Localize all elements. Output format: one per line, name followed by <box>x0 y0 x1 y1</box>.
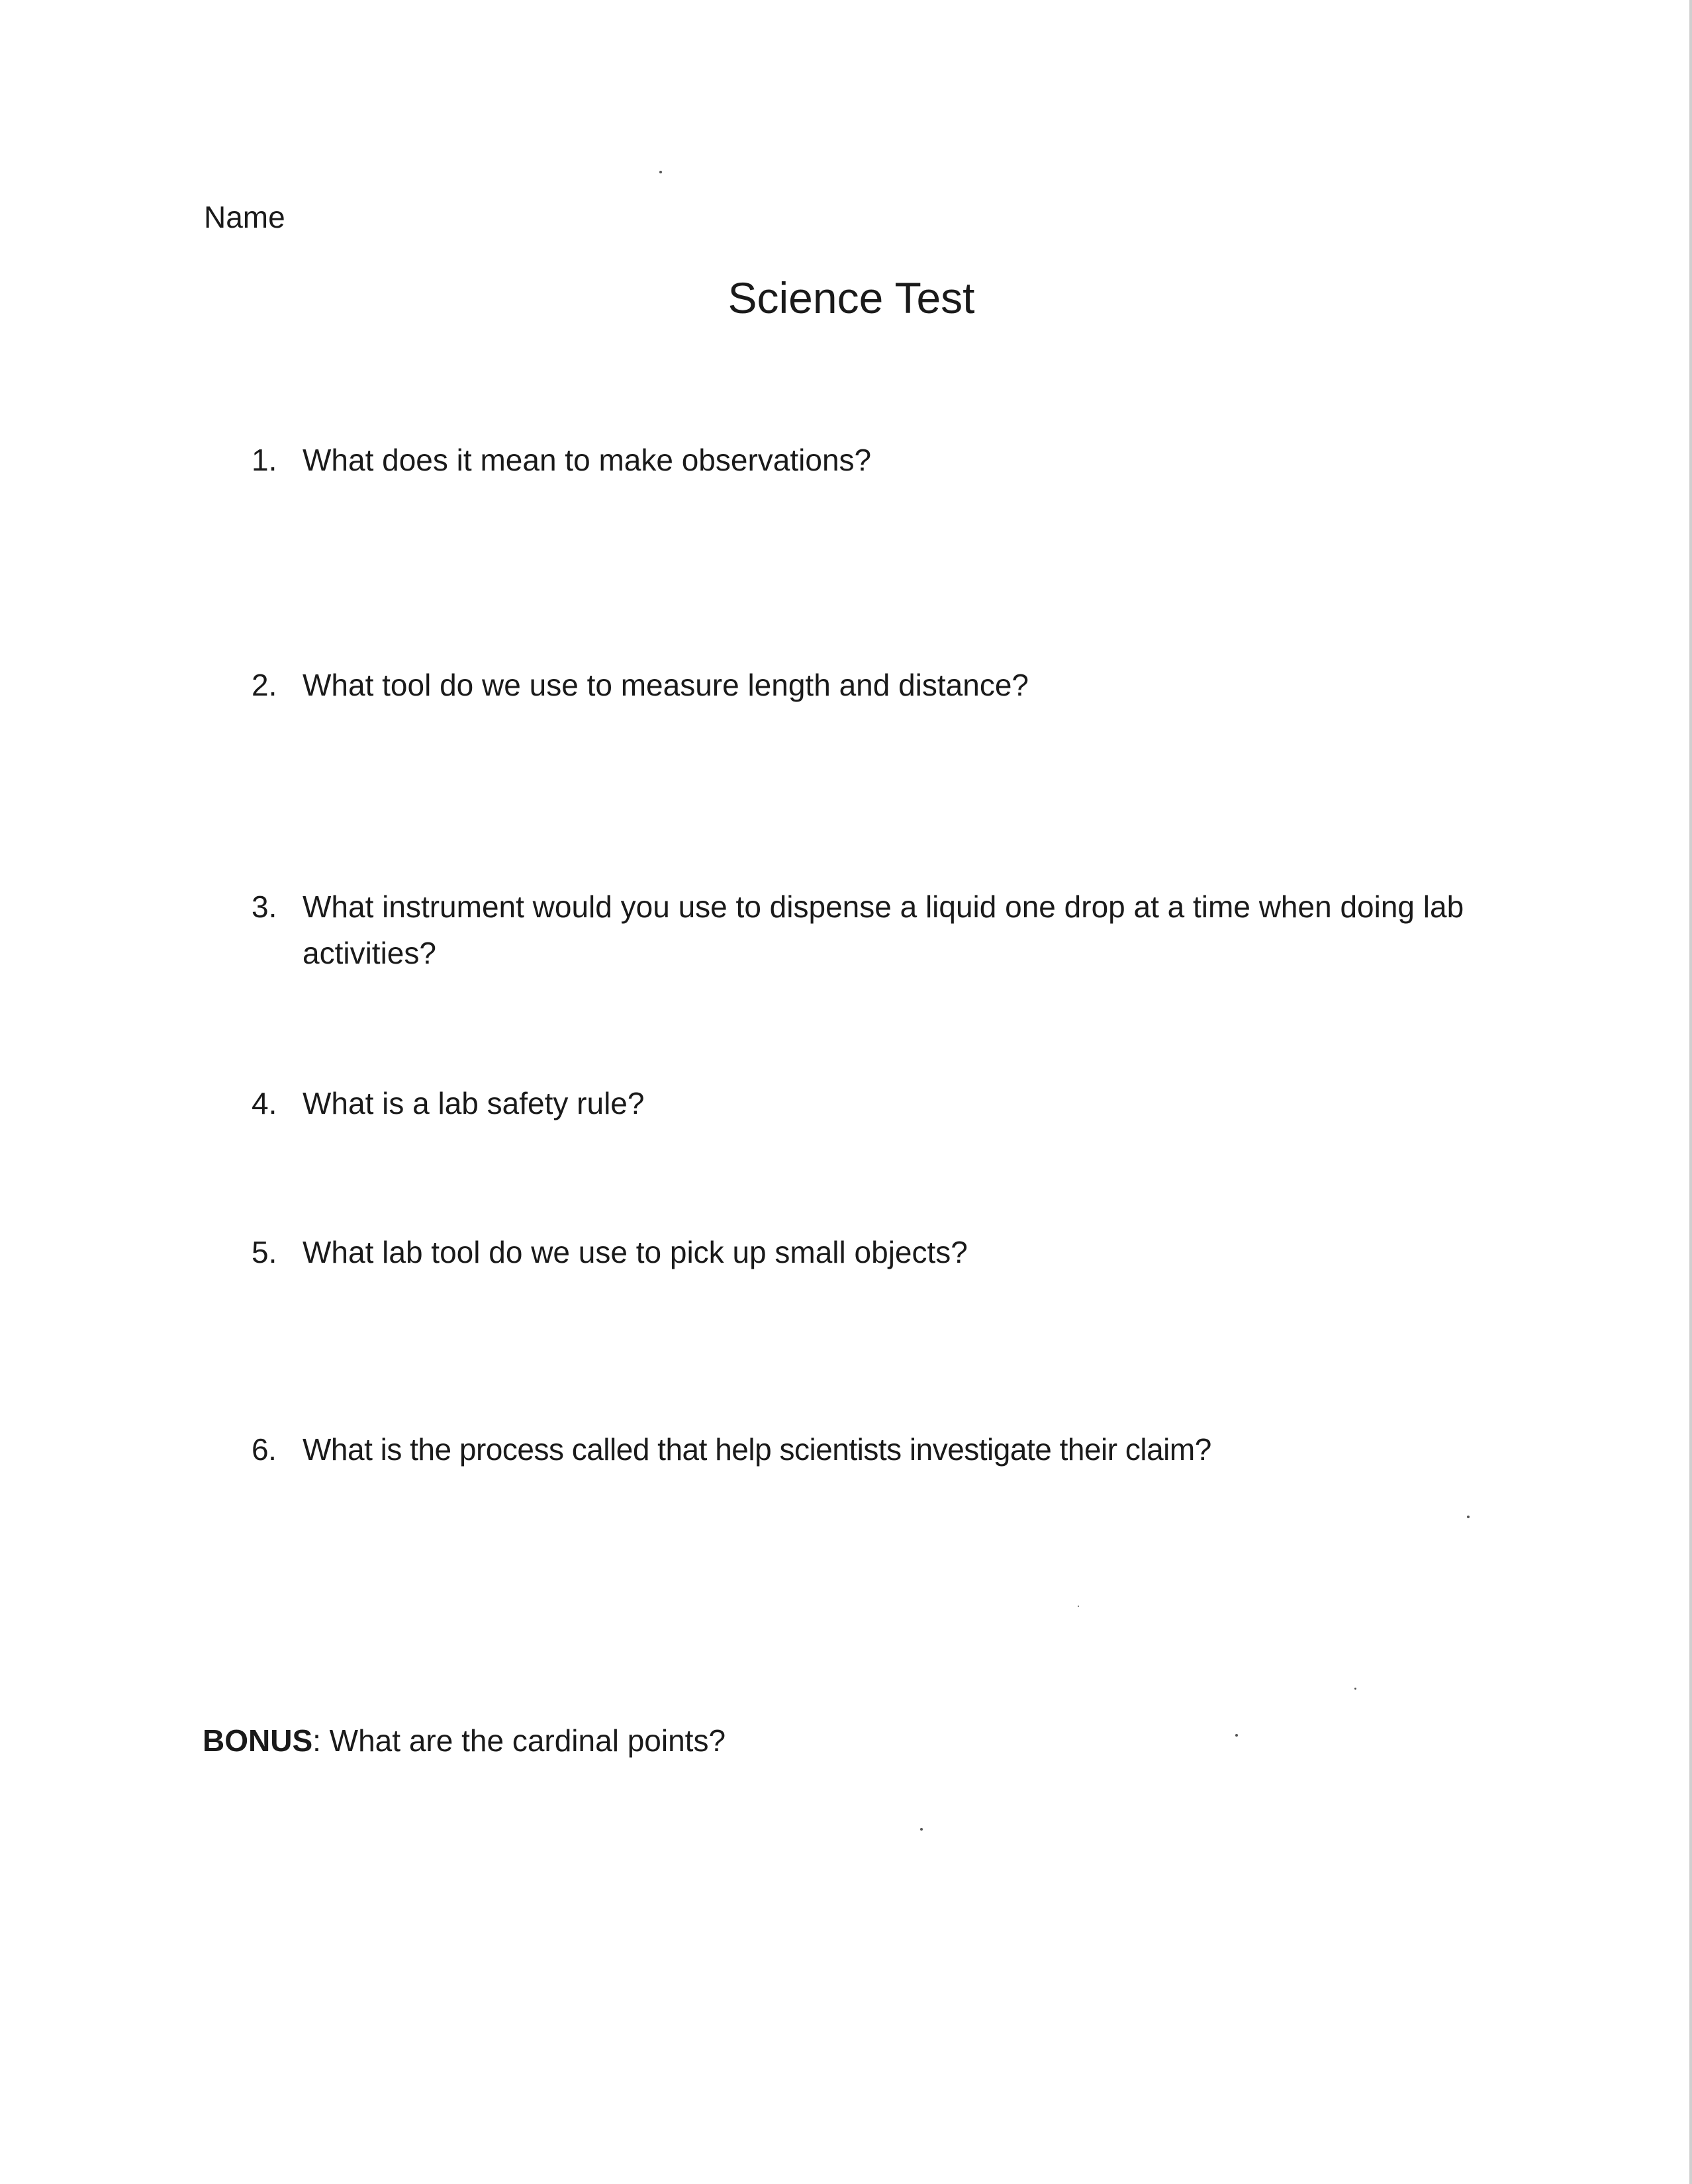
question-number: 4. <box>252 1086 277 1120</box>
page-title-text: Science Test <box>728 273 975 322</box>
question-3 <box>252 884 1536 976</box>
question-number: 5. <box>252 1235 277 1269</box>
scan-speck <box>1467 1516 1470 1518</box>
bonus-separator: : <box>312 1723 321 1758</box>
question-2 <box>252 662 1536 708</box>
scan-speck <box>659 171 662 173</box>
page-title <box>0 271 1692 324</box>
question-text: What instrument would you use to dispense a liquid one drop at a time when doing lab activities? <box>303 889 1464 970</box>
scan-speck <box>1235 1734 1238 1737</box>
question-4 <box>252 1080 1536 1126</box>
bonus-label: BONUS <box>203 1723 313 1758</box>
question-text: What is a lab safety rule? <box>303 1086 645 1120</box>
scan-speck <box>920 1828 923 1831</box>
bonus-text: What are the cardinal points? <box>320 1723 726 1758</box>
question-text: What does it mean to make observations? <box>303 443 872 477</box>
question-number: 6. <box>252 1432 277 1467</box>
question-number: 2. <box>252 668 277 702</box>
question-6 <box>252 1426 1536 1473</box>
question-1 <box>252 437 1536 483</box>
scan-speck <box>1078 1606 1079 1607</box>
scan-speck <box>1354 1688 1356 1690</box>
bonus-question <box>203 1721 726 1760</box>
question-5 <box>252 1229 1536 1275</box>
question-text: What tool do we use to measure length and distance? <box>303 668 1029 702</box>
question-number: 3. <box>252 889 277 924</box>
scan-edge <box>1689 0 1692 2184</box>
question-text: What lab tool do we use to pick up small objects? <box>303 1235 968 1269</box>
name-label: Name <box>204 200 285 234</box>
question-text: What is the process called that help scientists investigate their claim? <box>303 1432 1211 1467</box>
question-number: 1. <box>252 443 277 477</box>
